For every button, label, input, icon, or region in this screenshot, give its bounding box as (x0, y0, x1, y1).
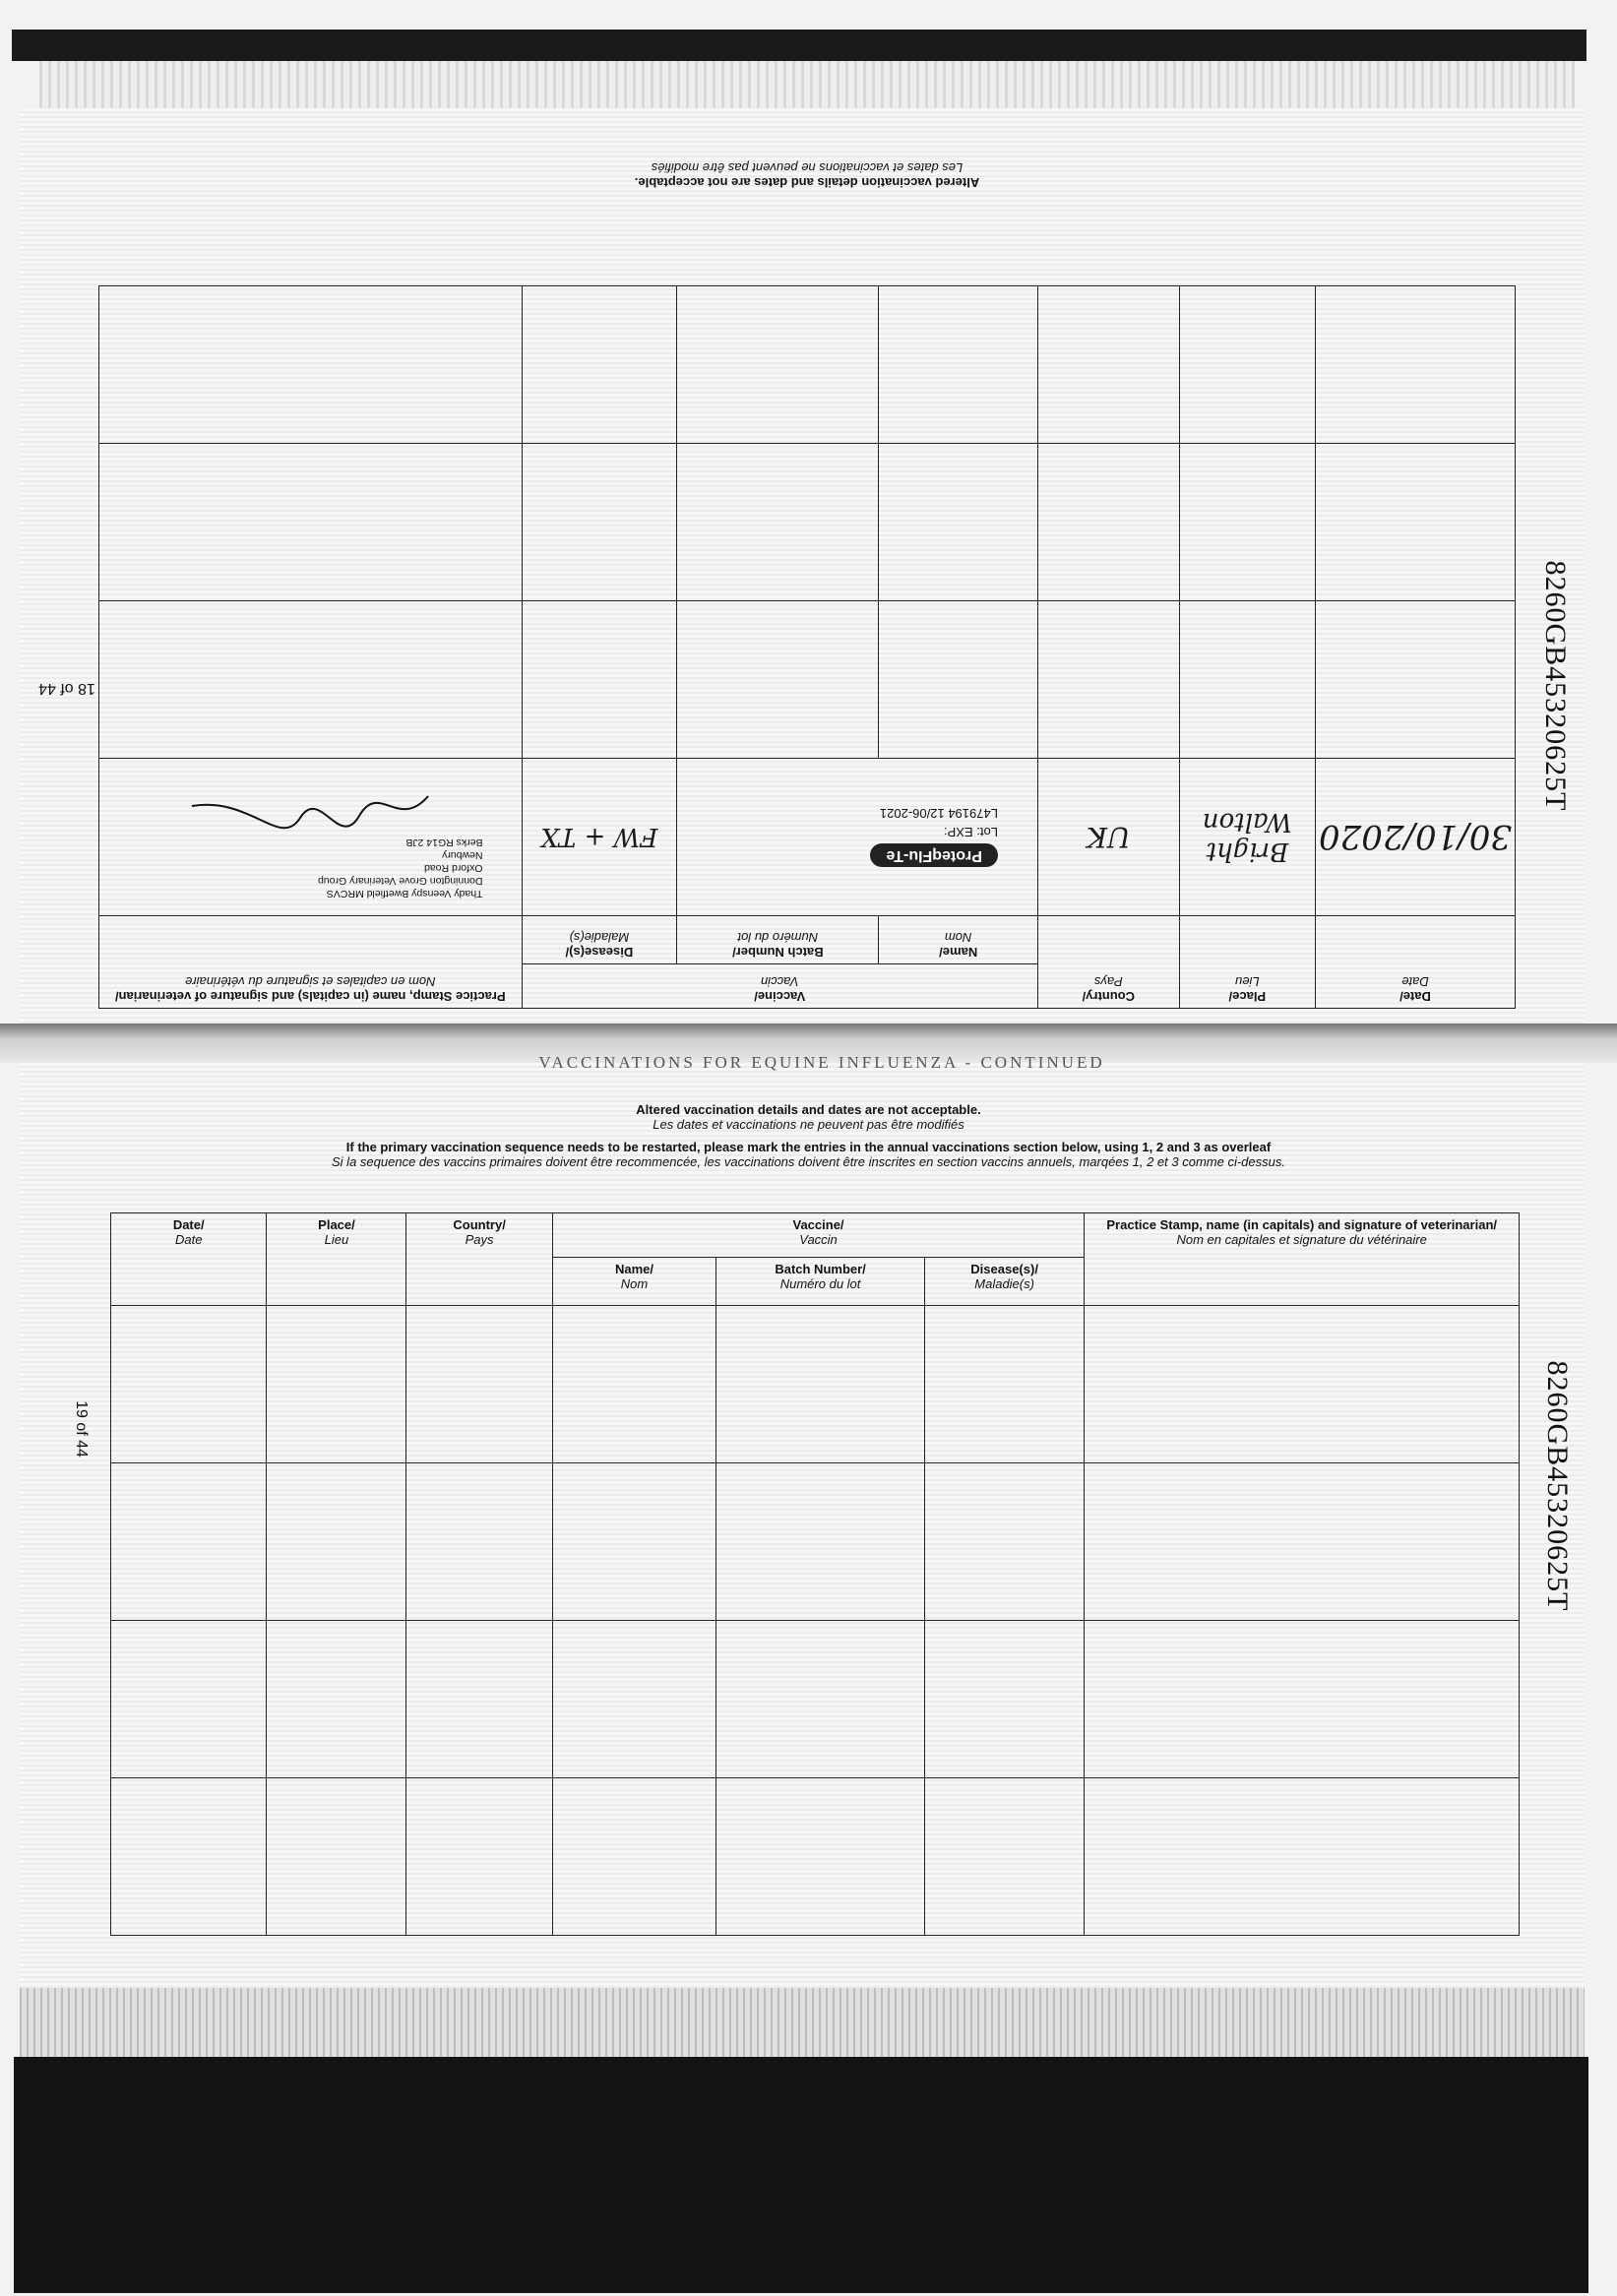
lower-notice (0, 1102, 1617, 1169)
upper-header-disease: Disease(s)/ Maladie(s) (522, 916, 677, 964)
practice-stamp: Thady Veenspy Bwetfield MRCVS Donnington Grove Veterinary Group Oxford Road Newbury Berks RG14 2JB (318, 837, 483, 900)
lower-header-vaccine: Vaccine/ Vaccin (552, 1213, 1085, 1258)
lower-empty-row-3 (111, 1621, 1520, 1778)
serial-number-bottom: 8260GB45320625T (1541, 1360, 1574, 1612)
upper-entry-row (99, 759, 1516, 916)
lower-header-name: Name/ Nom (552, 1258, 716, 1306)
lower-table (110, 1212, 1520, 1936)
vet-signature (182, 777, 438, 837)
lower-header-row (111, 1213, 1520, 1258)
scan-bottom-edge (20, 1988, 1585, 2057)
page-number-19: 19 of 44 (73, 1400, 90, 1458)
lower-notice-en: Altered vaccination details and dates are not acceptable. (636, 1102, 981, 1117)
upper-empty-row-2 (99, 601, 1516, 759)
lower-header-batch: Batch Number/ Numéro du lot (716, 1258, 925, 1306)
upper-header-stamp: Practice Stamp, name (in capitals) and signature of veterinarian/ Nom en capitales et signature du vétérinaire (99, 916, 523, 1009)
upper-empty-row-3 (99, 444, 1516, 601)
upper-header-name: Name/ Nom (879, 916, 1038, 964)
upper-page-content (98, 160, 1516, 1009)
lower-header-disease: Disease(s)/ Maladie(s) (924, 1258, 1085, 1306)
lower-notice-fr: Les dates et vaccinations ne peuvent pas être modifiés (653, 1117, 964, 1132)
upper-table (98, 285, 1516, 1009)
lower-empty-row-1 (111, 1306, 1520, 1463)
upper-header-place: Place/ Lieu (1179, 916, 1315, 1009)
lower-header-stamp: Practice Stamp, name (in capitals) and signature of veterinarian/ Nom en capitales et signature du vétérinaire (1085, 1213, 1520, 1306)
upper-page-notice (98, 160, 1516, 190)
upper-header-batch: Batch Number/ Numéro du lot (677, 916, 879, 964)
entry-date: 30/10/2020 (1316, 759, 1516, 916)
entry-country: UK (1037, 759, 1179, 916)
scan-top-edge (12, 30, 1586, 61)
entry-disease: FW + TX (522, 759, 677, 916)
upper-header-vaccine: Vaccine/ Vaccin (522, 964, 1037, 1009)
entry-stamp (99, 759, 523, 916)
lower-header-date: Date/ Date (111, 1213, 267, 1306)
upper-page-notice-en: Altered vaccination details and dates are not acceptable. (634, 175, 980, 190)
scan-page-edge (39, 61, 1575, 108)
vaccine-batch: L479194 12/06-2021 (879, 806, 998, 822)
lower-header-country: Country/ Pays (406, 1213, 552, 1306)
restart-note-fr: Si la sequence des vaccins primaires doivent être recommencée, les vaccinations doivent être inscrites en section vaccins annuels, marqées 1, 2 et 3 comme ci-dessus. (332, 1154, 1285, 1169)
serial-number-top: 8260GB45320625T (1539, 560, 1572, 812)
vaccine-label: ProteqFlu-Te (870, 844, 997, 868)
upper-page-notice-fr: Les dates et vaccinations ne peuvent pas être modifiés (651, 160, 964, 175)
scan-bottom-black (14, 2057, 1588, 2293)
upper-empty-row-4 (99, 286, 1516, 444)
section-banner: VACCINATIONS FOR EQUINE INFLUENZA - CONTINUED (538, 1053, 1105, 1072)
upper-header-date: Date/ Date (1316, 916, 1516, 1009)
entry-place: Bright Walton (1179, 759, 1315, 916)
restart-note-en: If the primary vaccination sequence needs to be restarted, please mark the entries in the annual vaccinations section below, using 1, 2 and 3 as overleaf (345, 1140, 1272, 1154)
page-number-18: 18 of 44 (38, 680, 95, 697)
upper-header-row (99, 964, 1516, 1009)
vaccine-lot-line: Lot: EXP: (944, 825, 998, 840)
lower-header-place: Place/ Lieu (267, 1213, 406, 1306)
entry-vaccine-sticker (677, 759, 1038, 916)
lower-empty-row-4 (111, 1778, 1520, 1936)
lower-empty-row-2 (111, 1463, 1520, 1621)
upper-header-country: Country/ Pays (1037, 916, 1179, 1009)
